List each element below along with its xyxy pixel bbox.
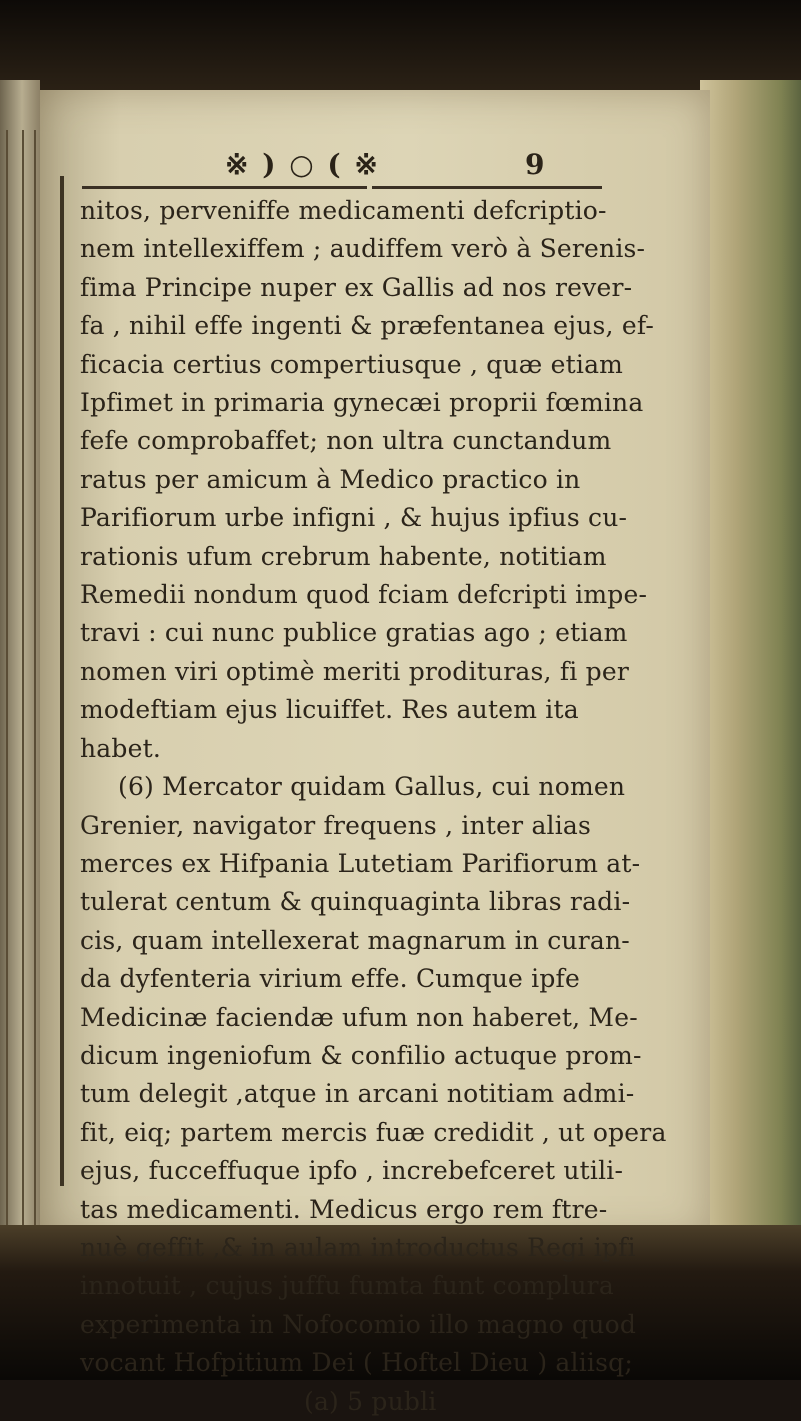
text-line: ficacia certius compertiusque , quæ etiam: [80, 349, 624, 379]
text-line: fit, eiq; partem mercis fuæ credidit , ut opera: [80, 1117, 667, 1147]
text-line: nitos, perveniffe medicamenti defcriptio-: [80, 196, 607, 225]
text-line: dicum ingeniofum & confilio actuque prom-: [80, 1040, 642, 1070]
text-line: nem intellexiffem ; audiffem verò à Serenis-: [80, 234, 646, 264]
text-line: Parifiorum urbe infigni , & hujus ipfius cu-: [80, 503, 628, 533]
text-line: fa , nihil effe ingenti & præfentanea ejus, ef-: [80, 311, 655, 341]
text-line: da dyfenteria virium effe. Cumque ipfe: [80, 964, 581, 994]
body-text: [80, 192, 690, 1421]
text-line: tas medicamenti. Medicus ergo rem ftre-: [80, 1194, 608, 1224]
text-line: modeftiam ejus licuiffet. Res autem ita: [80, 695, 579, 725]
text-line: rationis ufum crebrum habente, notitiam: [80, 541, 607, 571]
text-line: merces ex Hifpania Lutetiam Parifiorum at-: [80, 848, 641, 878]
catchword-line: (a) 5 publi: [304, 1386, 437, 1416]
text-line: habet.: [80, 733, 161, 763]
text-line: cis, quam intellexerat magnarum in curan-: [80, 925, 630, 955]
text-line: ratus per amicum à Medico practico in: [80, 464, 581, 494]
text-line-paragraph-start: (6) Mercator quidam Gallus, cui nomen: [118, 772, 626, 802]
header-rule-right: [372, 186, 602, 189]
text-line: nuè geffit ,& in aulam introductus Regi ipfi: [80, 1232, 636, 1262]
header-rule-left: [82, 186, 367, 189]
text-line: tum delegit ,atque in arcani notitiam admi-: [80, 1079, 635, 1109]
margin-bracket: [60, 176, 64, 1186]
text-line: experimenta in Nofocomio illo magno quod: [80, 1309, 637, 1339]
page-edge-line: [22, 130, 24, 1240]
book-edge-right: [700, 80, 801, 1250]
text-line: vocant Hofpitium Dei ( Hoftel Dieu ) aliisq;: [80, 1348, 633, 1378]
header-ornament: ※ ) ○ ( ※: [225, 148, 380, 181]
page-edge-line: [6, 130, 8, 1240]
text-line: Grenier, navigator frequens , inter alias: [80, 810, 592, 840]
text-line: travi : cui nunc publice gratias ago ; etiam: [80, 618, 628, 648]
text-line: fima Principe nuper ex Gallis ad nos rever-: [80, 272, 633, 302]
text-line: nomen viri optimè meriti prodituras, fi per: [80, 656, 629, 686]
page-number: 9: [525, 148, 545, 181]
text-line: innotuit , cujus juffu fumta funt complura: [80, 1271, 614, 1301]
text-line: fefe comprobaffet; non ultra cunctandum: [80, 426, 612, 456]
text-line: Remedii nondum quod fciam defcripti impe-: [80, 580, 648, 610]
text-line: tulerat centum & quinquaginta libras radi-: [80, 887, 631, 917]
text-line: Medicinæ faciendæ ufum non haberet, Me-: [80, 1002, 638, 1032]
text-line: ejus, fucceffuque ipfo , increbefceret utili-: [80, 1156, 624, 1186]
page-edge-line: [34, 130, 36, 1240]
text-line: Ipfimet in primaria gynecæi proprii fœmina: [80, 388, 644, 418]
page-header: [225, 148, 605, 188]
